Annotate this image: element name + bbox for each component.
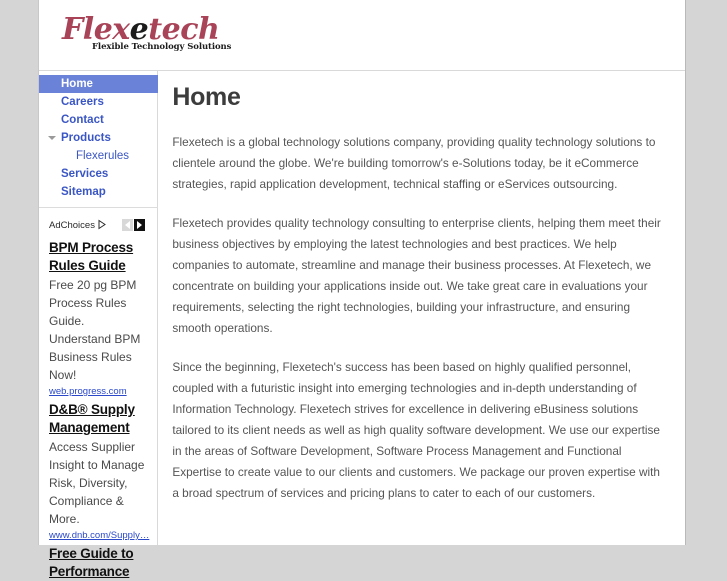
content-paragraph: Flexetech is a global technology solutions company, providing quality technology solutions to clientele around the globe. We're building tomorrow's e-Solutions today, be it eCommerce strategies, rapid application development, technical staffing or eServices outsourcing.	[172, 135, 656, 191]
site-logo[interactable]	[62, 12, 232, 60]
chevron-down-icon	[48, 136, 56, 140]
ad-url-link[interactable]: web.progress.com	[49, 386, 127, 397]
adchoices-triangle-icon	[98, 220, 106, 229]
content-paragraph: Flexetech provides quality technology consulting to enterprise clients, helping them meet their business objectives by employing the latest technologies and best practices. We help companies to automate, streamline and manage their business processes. At Flexetech, we concentrate on building your applications inside out. We take great care in evaluations your requirements, selecting the right technologies, building your infrastructure, and ensuring smooth operations.	[172, 216, 661, 335]
ad-item	[49, 239, 149, 399]
ad-item	[49, 401, 149, 543]
ad-title-link[interactable]: D&B® Supply Management	[49, 402, 135, 435]
adchoices-label: AdChoices	[49, 219, 95, 231]
sidebar-item-label: Products	[61, 132, 111, 144]
sidebar-subitem-flexerules[interactable]	[39, 147, 158, 165]
sidebar-item-label: Careers	[61, 96, 104, 108]
ad-title-link[interactable]: BPM Process Rules Guide	[49, 240, 134, 273]
sidebar-item-services[interactable]	[39, 165, 158, 183]
sidebar	[39, 71, 158, 579]
sidebar-item-products[interactable]	[39, 129, 158, 147]
sidebar-item-label: Contact	[61, 114, 104, 126]
ad-panel-header	[49, 218, 149, 232]
site-header	[39, 0, 685, 71]
logo-tagline: Flexible Technology Solutions	[92, 42, 232, 52]
sidebar-item-careers[interactable]	[39, 93, 158, 111]
ad-description: Free 20 pg BPM Process Rules Guide. Understand BPM Business Rules Now!	[49, 278, 141, 382]
sidebar-item-label: Services	[61, 168, 109, 180]
page-title: Home	[172, 83, 241, 111]
arrow-right-icon	[137, 221, 142, 229]
ad-item	[49, 545, 149, 581]
sidebar-item-sitemap[interactable]	[39, 183, 158, 201]
sidebar-item-contact[interactable]	[39, 111, 158, 129]
ad-carousel-controls	[122, 219, 149, 231]
sidebar-item-home[interactable]	[39, 75, 158, 93]
adchoices-link[interactable]	[49, 220, 106, 231]
sidebar-item-label: Home	[61, 78, 93, 90]
ad-description: Access Supplier Insight to Manage Risk, Diversity, Compliance & More.	[49, 440, 145, 526]
sidebar-item-label: Sitemap	[61, 186, 106, 198]
ad-title-link[interactable]: Free Guide to Performance	[49, 546, 134, 579]
logo-text-e: e	[129, 12, 149, 47]
ad-prev-button[interactable]	[122, 219, 133, 231]
sidebar-nav	[39, 71, 158, 208]
logo-text-part2: tech	[148, 12, 220, 47]
page-container	[38, 0, 686, 579]
main-content	[158, 71, 685, 545]
content-paragraph: Since the beginning, Flexetech's success has been based on highly qualified personnel, coupled with a futuristic insight into emerging technologies and in-depth understanding of Information Technology. Flexetech strives for excellence in delivering eBusiness solutions tailored to its client needs as well as high quality software development. We use our expertise in the areas of Software Development, Software Process Management and Functional Expertise to create value to our clients and customers. We package our proven expertise with a broad spectrum of services and pricing plans to cater to each of our customers.	[172, 360, 660, 500]
ad-url-link[interactable]: www.dnb.com/Supply…	[49, 530, 150, 541]
arrow-left-icon	[125, 221, 130, 229]
ad-panel	[39, 208, 157, 581]
ad-next-button[interactable]	[134, 219, 145, 231]
sidebar-subitem-label: Flexerules	[76, 150, 130, 162]
logo-text-part1: Flex	[62, 12, 130, 47]
body-split	[39, 71, 685, 579]
